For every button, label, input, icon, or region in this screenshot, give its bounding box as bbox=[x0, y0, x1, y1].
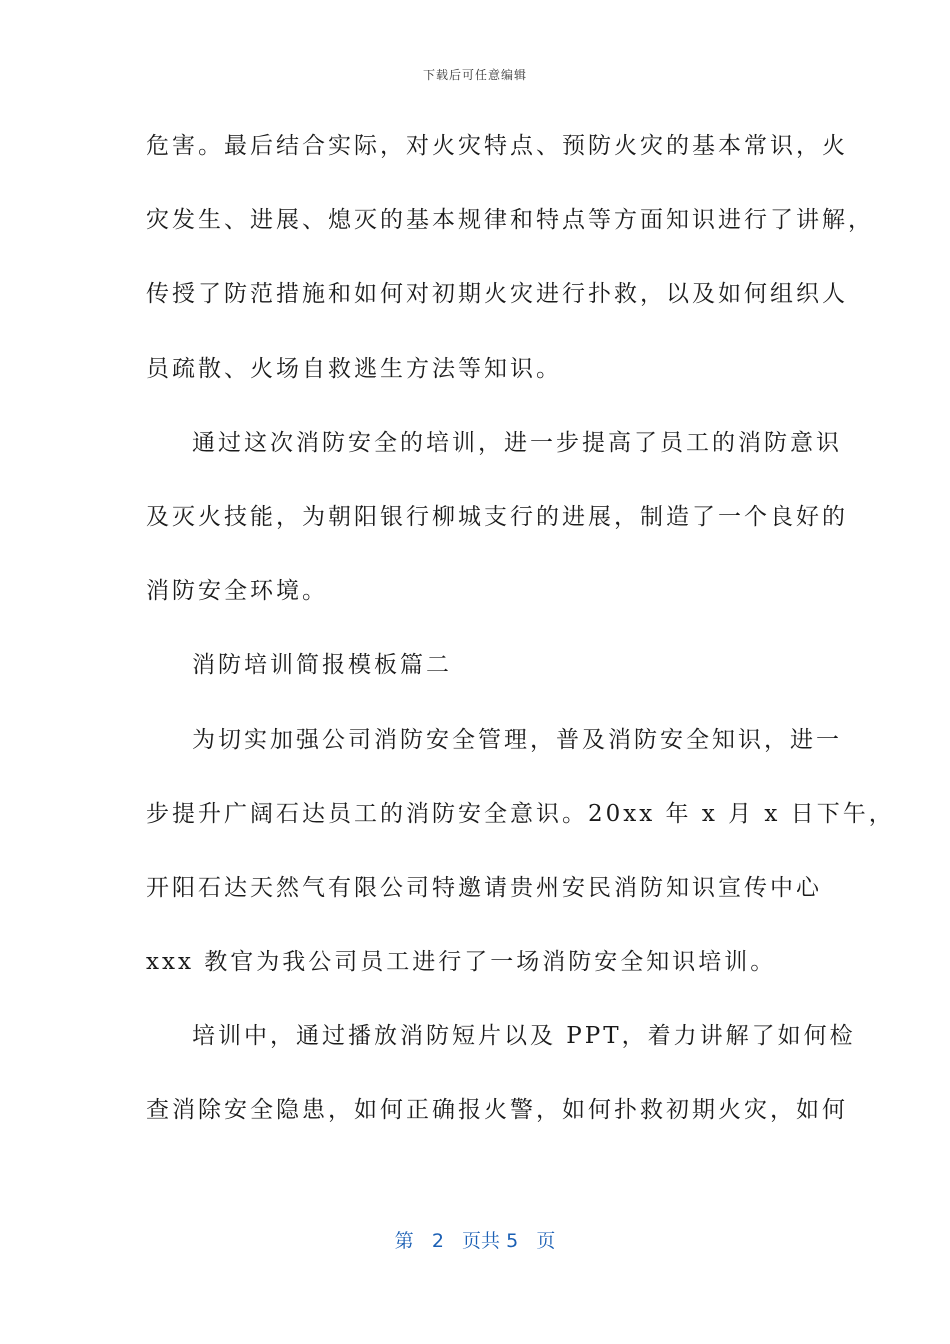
current-page-number: 2 bbox=[431, 1230, 444, 1252]
text-line: 消防安全环境。 bbox=[146, 578, 328, 605]
text-line: 为切实加强公司消防安全管理，普及消防安全知识，进一 bbox=[192, 726, 842, 753]
text-line: 开阳石达天然气有限公司特邀请贵州安民消防知识宣传中心 bbox=[146, 874, 822, 901]
text-line: 传授了防范措施和如何对初期火灾进行扑救，以及如何组织人 bbox=[146, 281, 848, 308]
text-line: 灾发生、进展、熄灭的基本规律和特点等方面知识进行了讲解， bbox=[146, 207, 874, 234]
text-line: 员疏散、火场自救逃生方法等知识。 bbox=[146, 355, 562, 382]
header-note: 下载后可任意编辑 bbox=[422, 68, 527, 82]
footer-middle: 页共 bbox=[462, 1230, 501, 1252]
document-body bbox=[146, 120, 895, 1159]
text-line: 培训中，通过播放消防短片以及 PPT，着力讲解了如何检 bbox=[192, 1023, 856, 1050]
total-pages-number: 5 bbox=[506, 1230, 519, 1252]
footer-prefix: 第 bbox=[394, 1230, 414, 1252]
text-line: 查消除安全隐患，如何正确报火警，如何扑救初期火灾，如何 bbox=[146, 1097, 848, 1124]
text-line: 及灭火技能，为朝阳银行柳城支行的进展，制造了一个良好的 bbox=[146, 503, 848, 530]
section-heading: 消防培训简报模板篇二 bbox=[192, 652, 452, 679]
footer-suffix: 页 bbox=[536, 1230, 556, 1252]
text-line: 危害。最后结合实际，对火灾特点、预防火灾的基本常识，火 bbox=[146, 133, 848, 159]
text-line: 步提升广阔石达员工的消防安全意识。20xx 年 x 月 x 日下午， bbox=[146, 800, 895, 827]
text-line: 通过这次消防安全的培训，进一步提高了员工的消防意识 bbox=[192, 429, 842, 456]
text-line: xxx 教官为我公司员工进行了一场消防安全知识培训。 bbox=[146, 949, 777, 976]
page-number-footer bbox=[0, 1226, 950, 1253]
